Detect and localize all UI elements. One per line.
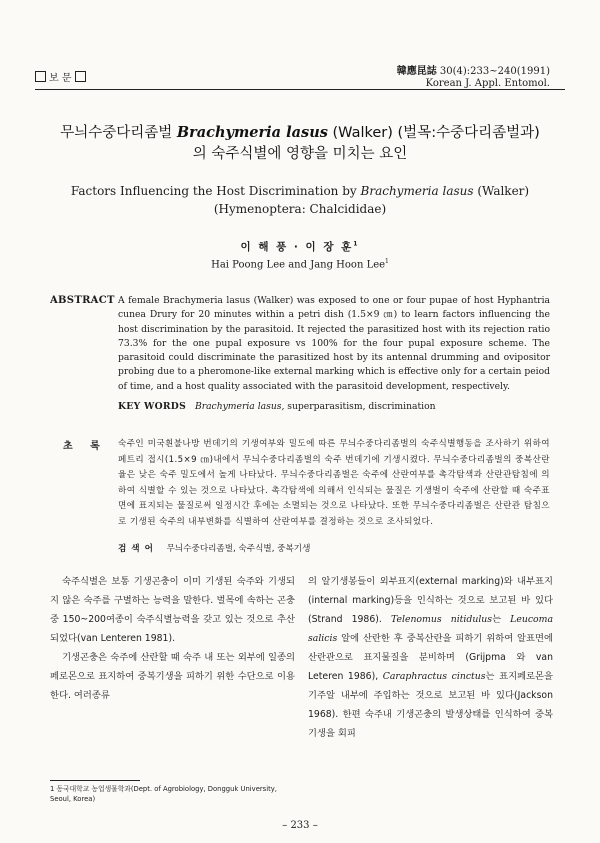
english-title-prefix: Factors Influencing the Host Discrimination by [70,184,357,198]
body-paragraph: 기생곤충은 숙주에 산란할 때 숙주 내 또는 외부에 일종의 페로몬으로 표지하여 중복기생을 피하기 위한 수단으로 이용한다. 여러종류 [50,652,295,701]
english-title [40,182,560,218]
authors-english [40,258,560,270]
body-paragraph [308,572,553,743]
article-type-label [35,69,86,84]
authors-korean [40,239,560,254]
korean-title [40,122,560,165]
journal-volume: 30(4):233~240(1991) [439,66,550,77]
checkbox-square-icon [35,71,46,82]
authors-korean-names: 이 해 풍 · 이 장 훈 [240,241,354,253]
keywords [118,401,436,412]
korean-title-species: Brachymeria lasus [176,124,328,141]
korean-abstract-label: 초 록 [63,441,100,452]
species-name: Caraphractus cinctus [382,671,486,682]
species-name: Leucoma salicis [308,614,553,644]
body-column-left [50,572,295,705]
header-rule [35,89,565,90]
english-title-line2: (Hymenoptera: Chalcididae) [213,202,387,216]
korean-title-line2: 의 숙주식별에 영향을 미치는 요인 [192,146,408,162]
checkbox-square-icon [75,71,86,82]
page-number: – 233 – [282,820,318,831]
keywords-label: KEY WORDS [118,401,187,412]
body-paragraph: 숙주식별은 보통 기생곤충이 이미 기생된 숙주와 기생되지 않은 숙주를 구별하는 능력을 말한다. 벌목에 속하는 곤충중 150~200여종이 숙주식별능력을 갖고 있는 것으로 추산 되었다(van Lenteren 1981). [50,576,295,644]
species-name: Telenomus nitidulus [390,614,493,625]
article-type-text: 보 문 [49,73,72,84]
korean-title-suffix: (Walker) (벌목:수중다리좀벌과) [332,125,540,141]
body-text: 는 표지페로몬을 기주알 내부에 주입하는 것으로 보고된 바 있다(Jackson 1968). 한편 숙주내 기생곤충의 발생상태를 인식하여 중복기생을 회피 [308,671,553,739]
korean-keywords [118,542,310,554]
abstract-text: A female Brachymeria lasus (Walker) was exposed to one or four pupae of host Hyphantria cunea Drury for 20 minutes within a petri dish (1.5×9 ㎝) to learn factors influencing the host discrimination by the parasitoid. It rejected the parasitized host with its rejection ratio 73.3% for the one pupal exposure vs 100% for the four pupal exposure scheme. The parasitoid could discriminate the parasitized host by its antennal drumming and ovipositor probing due to a pheromone-like external marking which is effective only for a certain peiod of time, and a host quality associated with the parasitoid development, respectively. [118,295,550,392]
authors-english-names: Hai Poong Lee and Jang Hoon Lee [211,259,386,271]
abstract-label: ABSTRACT [50,295,115,306]
keywords-species: Brachymeria lasus, [194,401,285,412]
english-title-suffix: (Walker) [477,184,530,198]
journal-english-name: Korean J. Appl. Entomol. [425,78,550,89]
body-column-right [308,572,553,743]
korean-abstract-text: 숙주인 미국흰불나방 번데기의 기생여부와 밀도에 따른 무늬수중다리좀벌의 숙주식별행동을 조사하기 위하여 페트리 접시(1.5×9 ㎝)내에서 무늬수중다리좀벌의 숙주 번데기에 기생시켰다. 무늬수중다리좀벌의 중복산란율은 낮은 숙주 밀도에서 높게 나타났다. 무늬수중다리좀벌은 숙주에 산란여부를 촉각탐색과 산란관탐침에 의하여 식별할 수 있는 것으로 나타났다. 촉각탐색에 의해서 인식되는 물질은 기생벌이 숙주에 산란할 때 숙주표면에 표지되는 물질로써 일정시간 후에는 소멸되는 것으로 나타났다. 또한 무늬수중다리좀벌은 산란관 탐침으로 기생된 숙주의 내부변화를 식별하여 산란여부를 결정하는 것으로 조사되었다. [118,439,550,527]
korean-title-prefix: 무늬수중다리좀벌 [60,125,173,141]
english-title-species: Brachymeria lasus [360,184,474,198]
body-text: 알에 산란한 후 중복산란을 피하기 위하여 알표면에 산란관으로 표지물질을 분비하며 (Grijpma 와 van Leteren 1986), [308,633,553,682]
authors-korean-affil: 1 [353,240,360,248]
korean-keywords-text: 무늬수중다리좀벌, 숙주식별, 중복기생 [166,544,311,554]
authors-english-affil: 1 [385,258,389,265]
journal-korean-name: 韓應昆誌 [396,66,437,77]
footnote-rule [50,780,140,781]
body-text: 는 [492,614,502,625]
body-text: 의 알기생봉들이 외부표지(external marking)와 내부표지(internal marking)등을 인식하는 것으로 보고된 바 있다(Strand 1986). [308,576,553,625]
korean-keywords-label: 검 색 어 [118,544,154,554]
footnote: 1 동국대학교 농업생물학과(Dept. of Agrobiology, Dongguk University, Seoul, Korea) [50,785,277,803]
keywords-rest: superparasitism, discrimination [287,401,436,412]
journal-citation [397,66,550,90]
